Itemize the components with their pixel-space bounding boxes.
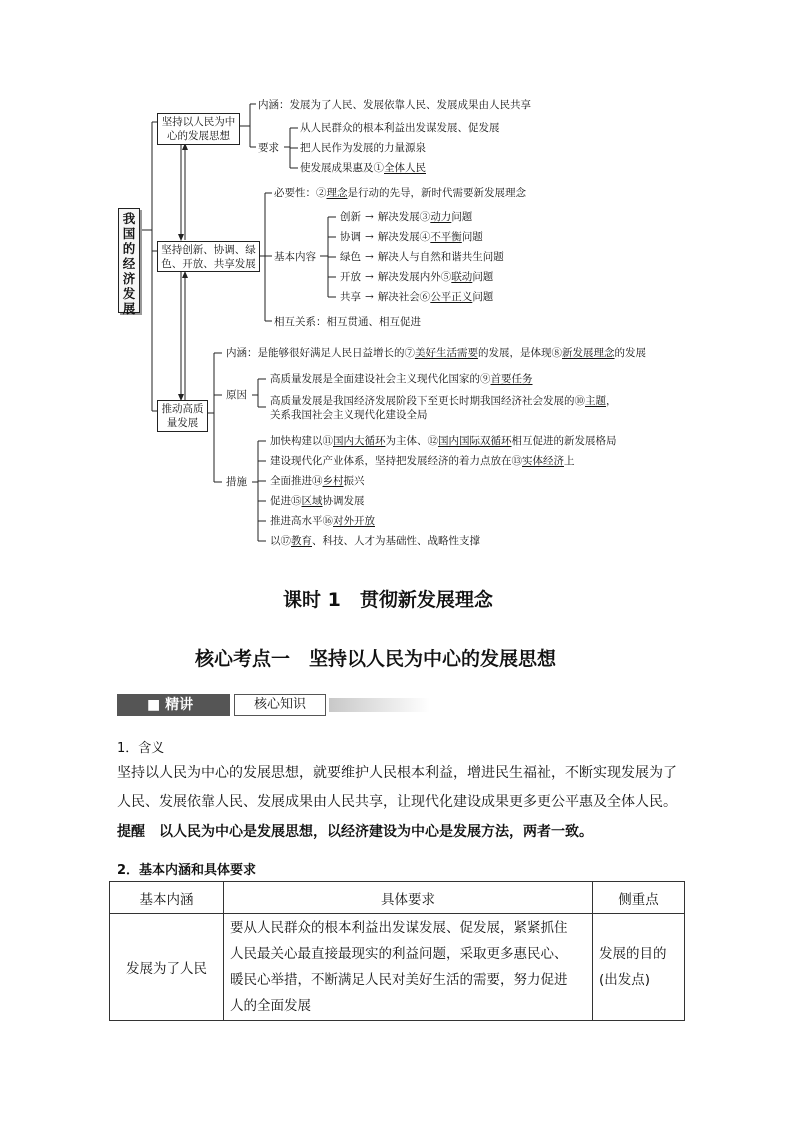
jiben-item-name: 协调 (340, 231, 361, 243)
lesson-title: 课时 1 贯彻新发展理念 (283, 589, 493, 611)
answer-8: 新发展理念 (562, 347, 615, 359)
cell-focus (593, 914, 685, 1021)
cuoshi-prefix: 推进高水平⑯ (270, 515, 333, 527)
node1-yaoqiu-2: 把人民作为发展的力量源泉 (300, 142, 426, 154)
mindmap-node-new-development (157, 241, 260, 272)
cuoshi-item (270, 474, 365, 488)
neihan3-mid: 的发展，是体现⑧ (478, 347, 562, 359)
arrow-icon: → (365, 251, 374, 263)
node1-yaoqiu-label: 要求 (258, 142, 279, 154)
jiben-item (340, 230, 483, 244)
node-high-quality-title: 推动高质量发展 (161, 403, 204, 429)
arrow-icon: → (365, 231, 374, 243)
tip-text: 以人民为中心是发展思想，以经济建设为中心是发展方法，两者一致。 (159, 824, 593, 840)
cuoshi-answer2: 国内国际双循环 (438, 435, 512, 447)
banner-left-label: ■ 精讲 (147, 697, 194, 713)
table-header-row (110, 882, 685, 914)
req-line: 要从人民群众的根本利益出发谋发展、促发展，紧紧抓住 (230, 920, 568, 936)
jiben-item-name: 创新 (340, 211, 361, 223)
mindmap-root (118, 208, 140, 316)
jiben-item-text: 解决发展内外⑤ (377, 271, 452, 283)
jiben-item-answer: 公平正义 (430, 291, 473, 303)
requirements-table (109, 881, 685, 1021)
tip-label: 提醒 (117, 824, 145, 840)
req-line: 人民最关心最直接最现实的利益问题，采取更多惠民心、 (230, 946, 568, 962)
jiben-item-name: 共享 (340, 291, 361, 303)
banner-right: 核心知识 (234, 694, 326, 716)
node2-jiben-label: 基本内容 (274, 251, 316, 263)
cuoshi-answer: 教育 (291, 535, 312, 547)
jiben-item-answer: 动力 (430, 211, 452, 223)
cuoshi-item (270, 494, 365, 508)
cuoshi-prefix: 以⑰ (270, 535, 291, 547)
jiben-item-suffix: 问题 (451, 211, 473, 223)
cell-neihan: 发展为了人民 (110, 914, 224, 1021)
node3-yuanyin-label: 原因 (226, 389, 247, 401)
jiben-item-suffix: 问题 (472, 291, 494, 303)
cuoshi-suffix: 协调发展 (322, 495, 365, 507)
jiben-item-text: 解决社会⑥ (377, 291, 431, 303)
bixing-suffix: 是行动的先导，新时代需要新发展理念 (347, 187, 526, 199)
cuoshi-answer: 实体经济 (522, 455, 564, 467)
yaoqiu3-prefix: 使发展成果惠及① (300, 162, 384, 174)
cuoshi-answer: 对外开放 (333, 515, 375, 527)
yuanyin2-suffix: ， (606, 395, 617, 407)
mindmap-root-label: 我国的经济发展 (122, 211, 136, 316)
bixing-prefix: 必要性：② (274, 187, 327, 199)
jiben-item-suffix: 问题 (472, 271, 494, 283)
table-row (110, 914, 685, 1021)
jiben-item-answer: 联动 (451, 271, 473, 283)
answer-10: 主题 (585, 395, 606, 407)
node3-yuanyin-2-line2: 关系我国社会主义现代化建设全局 (270, 409, 428, 421)
cuoshi-prefix: 全面推进⑭ (270, 475, 323, 487)
banner-left (117, 694, 230, 716)
cuoshi-answer: 乡村 (322, 475, 344, 487)
cuoshi-answer: 国内大循环 (333, 435, 386, 447)
jiben-item-text: 解决发展④ (377, 231, 431, 243)
jiben-item-text: 解决发展③ (377, 211, 431, 223)
point1-tip (117, 819, 593, 845)
header-requirements: 具体要求 (224, 882, 593, 914)
mindmap-node-high-quality (157, 400, 208, 432)
answer-9: 首要任务 (490, 373, 533, 385)
cuoshi-prefix: 促进⑮ (270, 495, 302, 507)
neihan3-suffix: 的发展 (614, 347, 646, 359)
arrow-icon: → (365, 271, 374, 283)
node1-neihan: 内涵：发展为了人民、发展依靠人民、发展成果由人民共享 (258, 99, 531, 111)
cuoshi-suffix: 相互促进的新发展格局 (511, 435, 617, 447)
jiben-item-text: 解决人与自然和谐共生问题 (377, 251, 504, 263)
jiben-item (340, 250, 504, 264)
node2-relation: 相互关系：相互贯通、相互促进 (274, 316, 421, 328)
section-banner (117, 694, 430, 716)
point1-para-line2: 人民、发展依靠人民、发展成果由人民共享，让现代化建设成果更多更公平惠及全体人民。 (117, 794, 677, 810)
jiben-item-answer: 不平衡 (430, 231, 462, 243)
jiben-item (340, 290, 493, 304)
focus-line1: 发展的目的 (599, 946, 667, 962)
focus-line2: (出发点) (599, 972, 651, 988)
answer-1: 全体人民 (384, 162, 426, 174)
node1-yaoqiu-1: 从人民群众的根本利益出发谋发展、促发展 (300, 122, 500, 134)
cuoshi-answer: 区域 (301, 495, 323, 507)
cuoshi-suffix: 振兴 (343, 475, 365, 487)
node3-cuoshi-label: 措施 (226, 476, 247, 488)
section-title: 核心考点一 坚持以人民为中心的发展思想 (195, 648, 557, 670)
jiben-item (340, 210, 472, 224)
header-neihan: 基本内涵 (110, 882, 224, 914)
node1-yaoqiu-3 (300, 161, 426, 175)
node3-yuanyin-2 (270, 394, 617, 408)
cuoshi-suffix: 上 (564, 455, 575, 467)
node-people-centered-title: 坚持以人民为中心的发展思想 (161, 116, 236, 142)
jiben-item (340, 270, 493, 284)
cuoshi-item (270, 454, 575, 468)
node-new-development-title: 坚持创新、协调、绿色、开放、共享发展 (161, 244, 256, 270)
jiben-item-name: 绿色 (340, 251, 361, 263)
node3-neihan (226, 346, 646, 360)
point2-heading: 2．基本内涵和具体要求 (117, 863, 257, 878)
point1-para-line1: 坚持以人民为中心的发展思想，就要维护人民根本利益，增进民生福祉，不断实现发展为了 (117, 765, 677, 781)
req-line: 人的全面发展 (230, 998, 311, 1014)
banner-fade (329, 698, 430, 712)
jiben-item-name: 开放 (340, 271, 361, 283)
cuoshi-item (270, 514, 375, 528)
arrow-icon: → (365, 211, 374, 223)
yuanyin1-prefix: 高质量发展是全面建设社会主义现代化国家的⑨ (270, 373, 491, 385)
answer-2: 理念 (326, 187, 348, 199)
answer-7: 美好生活需要 (415, 347, 478, 359)
arrow-icon: → (365, 291, 374, 303)
cuoshi-prefix: 加快构建以⑪ (270, 435, 333, 447)
jiben-item-suffix: 问题 (461, 231, 483, 243)
cuoshi-mid: 为主体、⑫ (385, 435, 438, 447)
yuanyin2-prefix: 高质量发展是我国经济发展阶段下至更长时期我国经济社会发展的⑩ (270, 395, 585, 407)
cuoshi-prefix: 建设现代化产业体系，坚持把发展经济的着力点放在⑬ (270, 455, 522, 467)
req-line: 暖民心举措，不断满足人民对美好生活的需要，努力促进 (230, 972, 568, 988)
mindmap-node-people-centered (157, 113, 240, 145)
point1-heading: 1．含义 (117, 741, 165, 756)
cuoshi-item (270, 534, 480, 548)
cell-requirements (224, 914, 593, 1021)
cuoshi-item (270, 434, 617, 448)
neihan3-prefix: 内涵：是能够很好满足人民日益增长的⑦ (226, 347, 415, 359)
cuoshi-suffix: 、科技、人才为基础性、战略性支撑 (312, 535, 480, 547)
header-focus: 侧重点 (593, 882, 685, 914)
node2-bixing (274, 186, 526, 200)
node3-yuanyin-1 (270, 372, 533, 386)
